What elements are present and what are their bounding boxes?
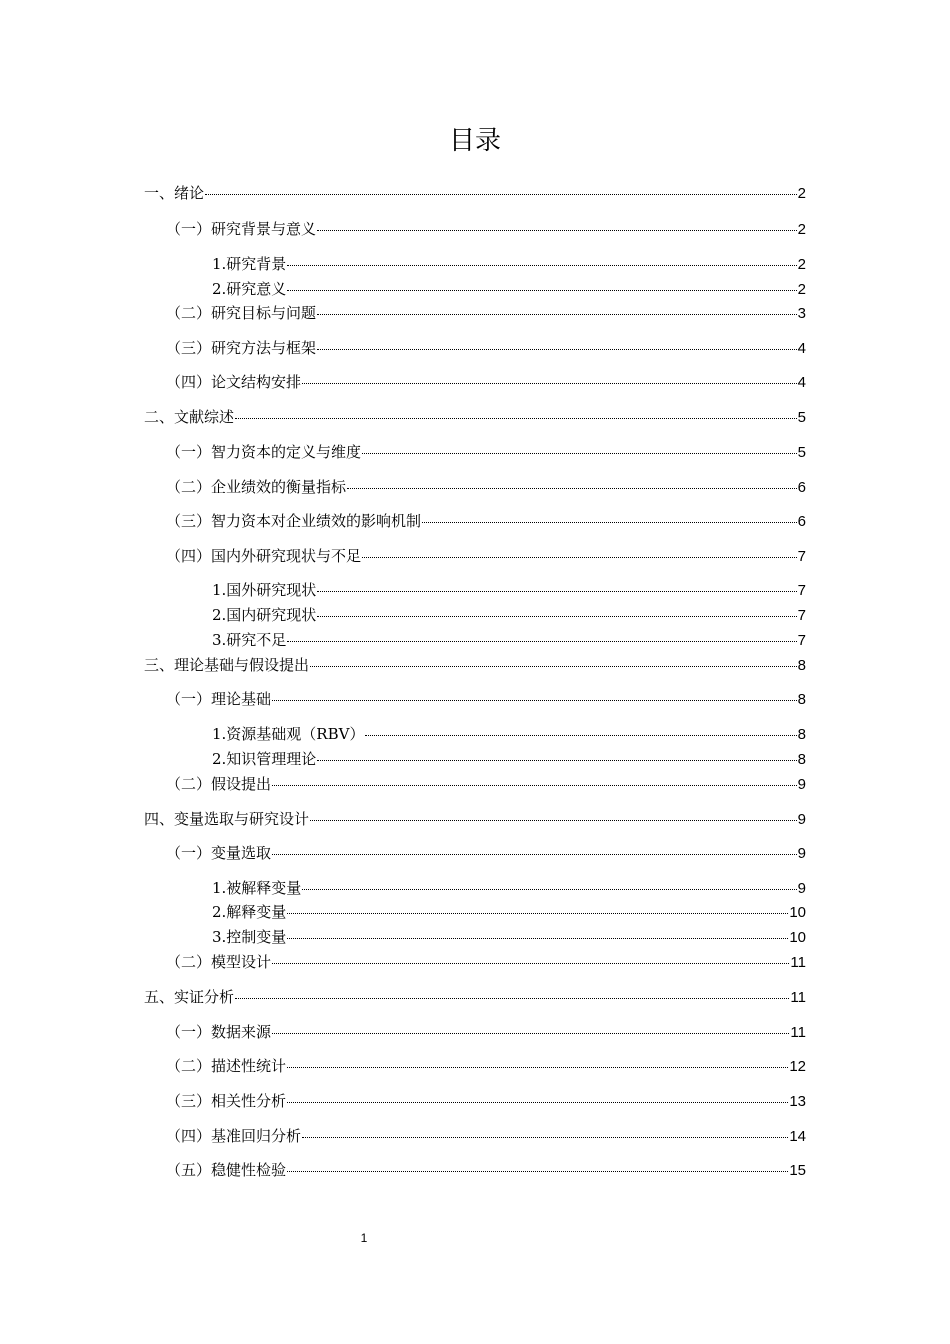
- dot-leader: [317, 313, 797, 315]
- toc-entry-page: 3: [797, 305, 806, 322]
- toc-entry-page: 15: [789, 1162, 806, 1179]
- toc-entry-label: 1.国外研究现状: [212, 581, 317, 599]
- toc-entry-label: 四、变量选取与研究设计: [144, 810, 310, 828]
- dot-leader: [317, 615, 796, 617]
- toc-entry-label: （一）研究背景与意义: [166, 220, 317, 238]
- toc-entry-label: （四）论文结构安排: [166, 373, 302, 391]
- dot-leader: [272, 1032, 789, 1034]
- toc-entry-label: 五、实证分析: [144, 988, 235, 1006]
- dot-leader: [362, 556, 797, 558]
- toc-entry-page: 8: [797, 691, 806, 708]
- toc-entry-page: 6: [797, 479, 806, 496]
- toc-entry[interactable]: [166, 952, 806, 973]
- toc-entry-page: 5: [797, 444, 806, 461]
- toc-entry[interactable]: [212, 254, 806, 275]
- toc-entry-page: 2: [797, 185, 806, 202]
- dot-leader: [317, 759, 796, 761]
- toc-entry[interactable]: [166, 338, 806, 359]
- toc-entry-label: （三）研究方法与框架: [166, 339, 317, 357]
- toc-entry-label: 3.研究不足: [212, 631, 287, 649]
- toc-entry-label: 3.控制变量: [212, 928, 287, 946]
- dot-leader: [317, 229, 797, 231]
- dot-leader: [272, 784, 797, 786]
- toc-entry-page: 2: [797, 256, 806, 273]
- dot-leader: [302, 382, 797, 384]
- dot-leader: [205, 193, 797, 195]
- toc-entry-label: 1.资源基础观（RBV）: [212, 725, 365, 743]
- toc-entry-page: 7: [797, 582, 806, 599]
- toc-entry-label: 2.研究意义: [212, 280, 287, 298]
- dot-leader: [302, 1136, 788, 1138]
- toc-entry-page: 9: [797, 880, 806, 897]
- dot-leader: [287, 1066, 788, 1068]
- toc-entry[interactable]: [212, 724, 806, 745]
- toc-entry-label: （一）理论基础: [166, 690, 272, 708]
- toc-entry-label: （一）智力资本的定义与维度: [166, 443, 362, 461]
- toc-entry-label: 二、文献综述: [144, 408, 235, 426]
- toc-entry-label: （四）国内外研究现状与不足: [166, 547, 362, 565]
- toc-entry-label: （一）数据来源: [166, 1023, 272, 1041]
- toc-entry-label: （二）描述性统计: [166, 1057, 287, 1075]
- toc-entry-label: 一、绪论: [144, 184, 205, 202]
- toc-entry-page: 11: [790, 989, 806, 1006]
- dot-leader: [287, 289, 796, 291]
- toc-entry-label: （二）研究目标与问题: [166, 304, 317, 322]
- toc-entry[interactable]: [166, 774, 806, 795]
- toc-entry-page: 5: [797, 409, 806, 426]
- toc-entry-page: 11: [790, 1024, 806, 1041]
- dot-leader: [287, 1170, 788, 1172]
- dot-leader: [362, 452, 797, 454]
- toc-entry[interactable]: [166, 1091, 806, 1112]
- toc-entry[interactable]: [144, 407, 806, 428]
- toc-entry-page: 7: [797, 607, 806, 624]
- dot-leader: [302, 888, 796, 890]
- dot-leader: [235, 417, 797, 419]
- toc-entry[interactable]: [212, 878, 806, 899]
- toc-entry-page: 8: [797, 726, 806, 743]
- toc-entry[interactable]: [166, 219, 806, 240]
- toc-entry-page: 7: [797, 632, 806, 649]
- toc-entry-label: （四）基准回归分析: [166, 1127, 302, 1145]
- dot-leader: [347, 487, 797, 489]
- toc-entry-label: （三）智力资本对企业绩效的影响机制: [166, 512, 422, 530]
- dot-leader: [422, 521, 797, 523]
- dot-leader: [287, 937, 788, 939]
- toc-entry-label: （三）相关性分析: [166, 1092, 287, 1110]
- dot-leader: [272, 699, 797, 701]
- toc-entry-label: 1.研究背景: [212, 255, 287, 273]
- dot-leader: [287, 640, 796, 642]
- toc-entry[interactable]: [166, 372, 806, 393]
- toc-entry[interactable]: [144, 183, 806, 204]
- toc-entry[interactable]: [144, 987, 806, 1008]
- toc-entry-page: 9: [797, 811, 806, 828]
- toc-entry[interactable]: [144, 809, 806, 830]
- toc-entry[interactable]: [166, 546, 806, 567]
- dot-leader: [310, 819, 797, 821]
- toc-entry-page: 10: [789, 929, 806, 946]
- toc-entry-page: 14: [789, 1128, 806, 1145]
- toc-entry-page: 8: [797, 751, 806, 768]
- toc-entry-label: （二）企业绩效的衡量指标: [166, 478, 347, 496]
- toc-entry[interactable]: [212, 902, 806, 923]
- toc-entry[interactable]: [166, 442, 806, 463]
- page-title: 目录: [448, 126, 501, 156]
- toc-entry[interactable]: [144, 655, 806, 676]
- toc-entry[interactable]: [212, 605, 806, 626]
- dot-leader: [235, 997, 789, 999]
- dot-leader: [317, 348, 797, 350]
- toc-entry-page: 9: [797, 776, 806, 793]
- toc-entry-label: 1.被解释变量: [212, 879, 302, 897]
- toc-entry-label: 2.解释变量: [212, 903, 287, 921]
- toc-entry-page: 7: [797, 548, 806, 565]
- toc-entry-page: 2: [797, 221, 806, 238]
- toc-entry[interactable]: [166, 843, 806, 864]
- toc-entry[interactable]: [166, 1126, 806, 1147]
- toc-entry-label: 三、理论基础与假设提出: [144, 656, 310, 674]
- toc-entry-label: （二）假设提出: [166, 775, 272, 793]
- toc-entry-page: 10: [789, 904, 806, 921]
- toc-entry-label: 2.知识管理理论: [212, 750, 317, 768]
- toc-entry-page: 9: [797, 845, 806, 862]
- toc-entry-label: （五）稳健性检验: [166, 1161, 287, 1179]
- toc-entry-page: 6: [797, 513, 806, 530]
- toc-entry-page: 11: [790, 954, 806, 971]
- toc-entry-page: 8: [797, 657, 806, 674]
- toc-entry-label: （一）变量选取: [166, 844, 272, 862]
- toc-entry-page: 12: [789, 1058, 806, 1075]
- toc-entry[interactable]: [212, 927, 806, 948]
- toc-entry-page: 4: [797, 340, 806, 357]
- toc-entry-label: （二）模型设计: [166, 953, 272, 971]
- toc-entry[interactable]: [166, 1160, 806, 1181]
- toc-entry[interactable]: [166, 511, 806, 532]
- dot-leader: [365, 734, 796, 736]
- dot-leader: [287, 912, 788, 914]
- toc-entry[interactable]: [212, 749, 806, 770]
- toc-entry[interactable]: [212, 630, 806, 651]
- toc-entry[interactable]: [166, 689, 806, 710]
- toc-entry-label: 2.国内研究现状: [212, 606, 317, 624]
- toc-entry[interactable]: [166, 477, 806, 498]
- dot-leader: [317, 590, 796, 592]
- toc-entry-page: 13: [789, 1093, 806, 1110]
- toc-entry[interactable]: [166, 1056, 806, 1077]
- dot-leader: [287, 1101, 788, 1103]
- toc-entry-page: 4: [797, 374, 806, 391]
- page-number: 1: [360, 1231, 368, 1245]
- dot-leader: [287, 264, 796, 266]
- dot-leader: [272, 853, 797, 855]
- toc-entry[interactable]: [166, 303, 806, 324]
- dot-leader: [310, 665, 797, 667]
- toc-entry-page: 2: [797, 281, 806, 298]
- toc-entry[interactable]: [212, 580, 806, 601]
- toc-entry[interactable]: [166, 1022, 806, 1043]
- toc-entry[interactable]: [212, 279, 806, 300]
- dot-leader: [272, 962, 789, 964]
